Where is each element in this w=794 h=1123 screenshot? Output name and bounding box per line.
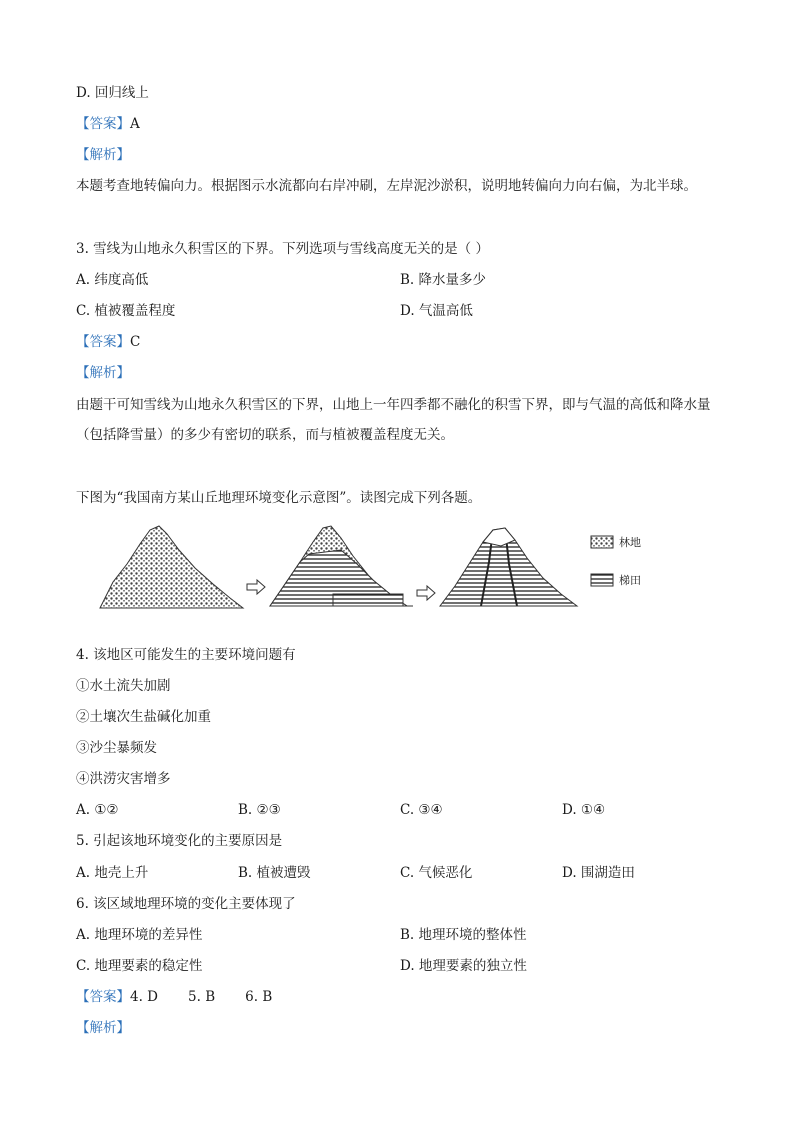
- q3-analysis-tag: 【解析】: [76, 365, 130, 381]
- q3-answer: [76, 333, 140, 351]
- q3-option-a: A. 纬度高低: [76, 272, 149, 288]
- q4-option-c: C. ③④: [400, 802, 443, 818]
- q6-option-c: C. 地理要素的稳定性: [76, 958, 203, 974]
- mountain-terraced: [270, 526, 413, 606]
- q4-option-b: B. ②③: [238, 802, 281, 818]
- q4-stem: 4. 该地区可能发生的主要环境问题有: [76, 647, 296, 663]
- legend-terrace-label: 梯田: [619, 574, 641, 587]
- q4-item-1: ①水土流失加剧: [76, 678, 171, 694]
- arrow-right-icon: [247, 580, 265, 594]
- q5-option-c: C. 气候恶化: [400, 865, 473, 881]
- mountain-forested: [100, 526, 243, 608]
- answer-tag: 【答案】: [76, 334, 130, 350]
- q5-option-b: B. 植被遭毁: [238, 865, 311, 881]
- q4-item-3: ③沙尘暴频发: [76, 740, 157, 756]
- answer-value: A: [130, 116, 140, 132]
- q2-answer: [76, 115, 140, 133]
- q5-option-d: D. 围湖造田: [562, 865, 635, 881]
- legend: [591, 536, 613, 586]
- q5-option-a: A. 地壳上升: [76, 865, 149, 881]
- q3-option-d: D. 气温高低: [400, 303, 473, 319]
- answer-value: 4. D 5. B 6. B: [130, 989, 273, 1005]
- q3-stem: 3. 雪线为山地永久积雪区的下界。下列选项与雪线高度无关的是（ ）: [76, 241, 489, 257]
- final-answer: [76, 988, 272, 1006]
- q2-option-d: D. 回归线上: [76, 85, 149, 101]
- answer-value: C: [130, 334, 141, 350]
- q4-item-4: ④洪涝灾害增多: [76, 771, 171, 787]
- q6-stem: 6. 该区域地理环境的变化主要体现了: [76, 896, 296, 912]
- answer-tag: 【答案】: [76, 989, 130, 1005]
- answer-tag: 【答案】: [76, 116, 130, 132]
- mountain-eroded: [440, 528, 577, 606]
- q3-option-c: C. 植被覆盖程度: [76, 303, 176, 319]
- mountain-change-figure: [95, 522, 655, 614]
- final-analysis-tag: 【解析】: [76, 1020, 130, 1036]
- arrow-right-icon: [417, 586, 435, 600]
- legend-terrace-swatch: [591, 574, 613, 586]
- q6-option-a: A. 地理环境的差异性: [76, 927, 203, 943]
- legend-forest-swatch: [591, 536, 613, 548]
- q2-analysis: 本题考查地转偏向力。根据图示水流都向右岸冲刷，左岸泥沙淤积，说明地转偏向力向右偏，为北半球。: [76, 178, 697, 194]
- q6-option-b: B. 地理环境的整体性: [400, 927, 527, 943]
- q5-stem: 5. 引起该地环境变化的主要原因是: [76, 833, 283, 849]
- q4-option-a: A. ①②: [76, 802, 119, 818]
- q6-option-d: D. 地理要素的独立性: [400, 958, 527, 974]
- legend-forest-label: 林地: [619, 536, 641, 549]
- q4-item-2: ②土壤次生盐碱化加重: [76, 709, 211, 725]
- q2-analysis-tag: 【解析】: [76, 147, 130, 163]
- figure-intro: 下图为“我国南方某山丘地理环境变化示意图”。读图完成下列各题。: [76, 490, 482, 506]
- q3-option-b: B. 降水量多少: [400, 272, 487, 288]
- q3-analysis: 由题干可知雪线为山地永久积雪区的下界，山地上一年四季都不融化的积雪下界，即与气温的高低和降水量（包括降雪量）的多少有密切的联系，而与植被覆盖程度无关。: [76, 397, 711, 443]
- q4-option-d: D. ①④: [562, 802, 606, 818]
